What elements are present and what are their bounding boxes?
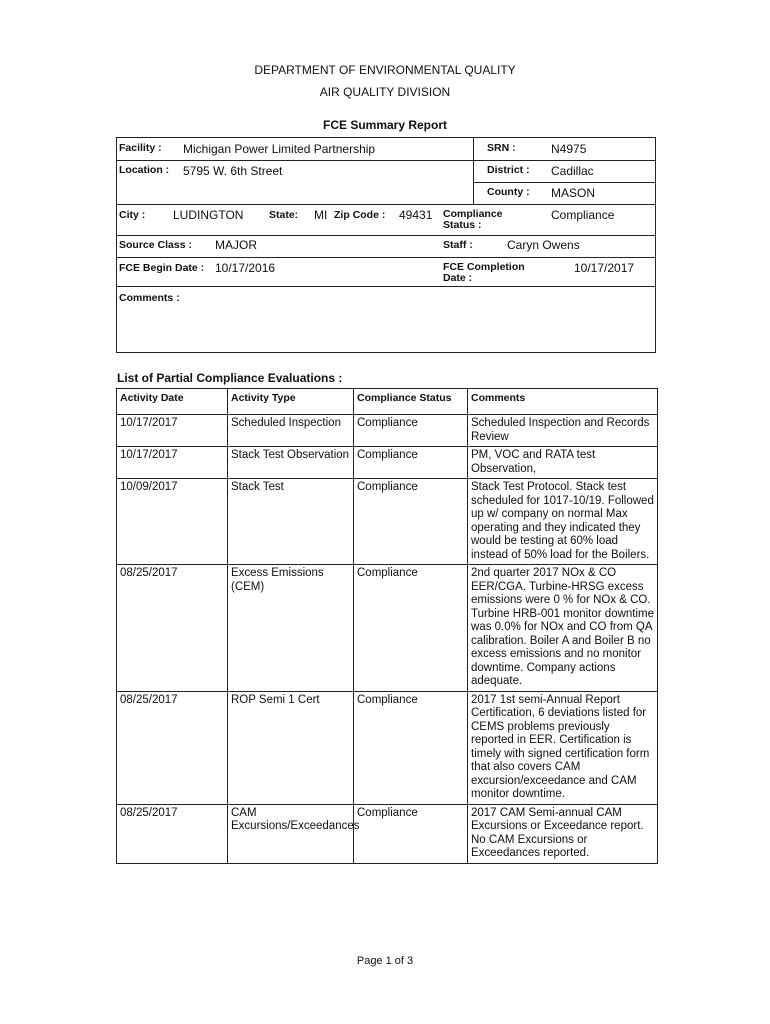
location-label: Location : <box>119 164 170 176</box>
fce-completion-label: FCE Completion Date : <box>443 261 525 284</box>
table-row <box>117 479 658 565</box>
staff-value: Caryn Owens <box>507 238 580 252</box>
county-value: MASON <box>551 186 596 200</box>
activity-date: 08/25/2017 <box>117 804 228 863</box>
comments: 2017 1st semi-Annual Report Certification, 6 deviations listed for CEMS problems previously reported in EER. Certification is timely with signed certification form that also covers CAM excursion/exceedance and CAM monitor downtime. <box>468 691 658 804</box>
county-label: County : <box>487 186 530 198</box>
compliance-status-value: Compliance <box>551 208 615 222</box>
activity-type: Excess Emissions (CEM) <box>228 565 354 692</box>
city-value: LUDINGTON <box>173 208 244 222</box>
col-activity-type: Activity Type <box>228 389 354 415</box>
col-activity-date: Activity Date <box>117 389 228 415</box>
activity-date: 10/09/2017 <box>117 479 228 565</box>
table-row <box>117 565 658 692</box>
activity-date: 08/25/2017 <box>117 565 228 692</box>
compliance-status: Compliance <box>354 691 468 804</box>
activity-type: Scheduled Inspection <box>228 415 354 447</box>
activity-type: ROP Semi 1 Cert <box>228 691 354 804</box>
compliance-status: Compliance <box>354 565 468 692</box>
activity-type: CAM Excursions/Exceedances <box>228 804 354 863</box>
activity-date: 10/17/2017 <box>117 415 228 447</box>
page-number: Page 1 of 3 <box>356 955 414 967</box>
srn-label: SRN : <box>487 142 516 154</box>
activity-date: 10/17/2017 <box>117 447 228 479</box>
activity-type: Stack Test Observation <box>228 447 354 479</box>
source-class-value: MAJOR <box>215 238 257 252</box>
col-comments: Comments <box>468 389 658 415</box>
fce-summary-box <box>116 137 656 353</box>
location-value: 5795 W. 6th Street <box>183 164 283 178</box>
comments: Scheduled Inspection and Records Review <box>468 415 658 447</box>
comments-label: Comments : <box>119 292 180 304</box>
srn-value: N4975 <box>551 142 587 156</box>
division-title: AIR QUALITY DIVISION <box>319 85 451 99</box>
activity-type: Stack Test <box>228 479 354 565</box>
zip-value: 49431 <box>399 208 433 222</box>
fce-begin-label: FCE Begin Date : <box>119 262 205 274</box>
compliance-status: Compliance <box>354 479 468 565</box>
comments: 2017 CAM Semi-annual CAM Excursions or Exceedance report. No CAM Excursions or Exceedances reported. <box>468 804 658 863</box>
department-title: DEPARTMENT OF ENVIRONMENTAL QUALITY <box>254 63 516 77</box>
comments: 2nd quarter 2017 NOx & CO EER/CGA. Turbine-HRSG excess emissions were 0 % for NOx & CO. Turbine HRB-001 monitor downtime was 0.0% for NOx and CO from QA calibration. Boiler A and Boiler B no excess emissions and no monitor downtime. Company actions adequate. <box>468 565 658 692</box>
pce-table-header <box>117 389 658 415</box>
compliance-status: Compliance <box>354 804 468 863</box>
pce-table <box>116 388 658 864</box>
pce-section-title: List of Partial Compliance Evaluations : <box>117 371 343 385</box>
table-row <box>117 804 658 863</box>
state-label: State: <box>269 209 299 221</box>
compliance-status: Compliance <box>354 447 468 479</box>
facility-name: Michigan Power Limited Partnership <box>183 142 376 156</box>
col-compliance-status: Compliance Status <box>354 389 468 415</box>
staff-label: Staff : <box>443 239 473 251</box>
fce-begin-value: 10/17/2016 <box>215 261 276 275</box>
city-label: City : <box>119 209 146 221</box>
table-row <box>117 691 658 804</box>
zip-label: Zip Code : <box>334 209 386 221</box>
activity-date: 08/25/2017 <box>117 691 228 804</box>
comments: PM, VOC and RATA test Observation, <box>468 447 658 479</box>
facility-label: Facility : <box>119 142 162 154</box>
comments: Stack Test Protocol. Stack test scheduled for 1017-10/19. Followed up w/ company on normal Max operating and they indicated they would be testing at 60% load instead of 50% load for the Boilers. <box>468 479 658 565</box>
district-value: Cadillac <box>551 164 594 178</box>
report-title: FCE Summary Report <box>322 118 448 132</box>
compliance-status: Compliance <box>354 415 468 447</box>
district-label: District : <box>487 164 530 176</box>
fce-completion-value: 10/17/2017 <box>574 261 635 275</box>
compliance-status-label: Compliance Status : <box>443 208 503 231</box>
state-value: MI <box>314 208 328 222</box>
table-row <box>117 447 658 479</box>
source-class-label: Source Class : <box>119 239 192 251</box>
table-row <box>117 415 658 447</box>
